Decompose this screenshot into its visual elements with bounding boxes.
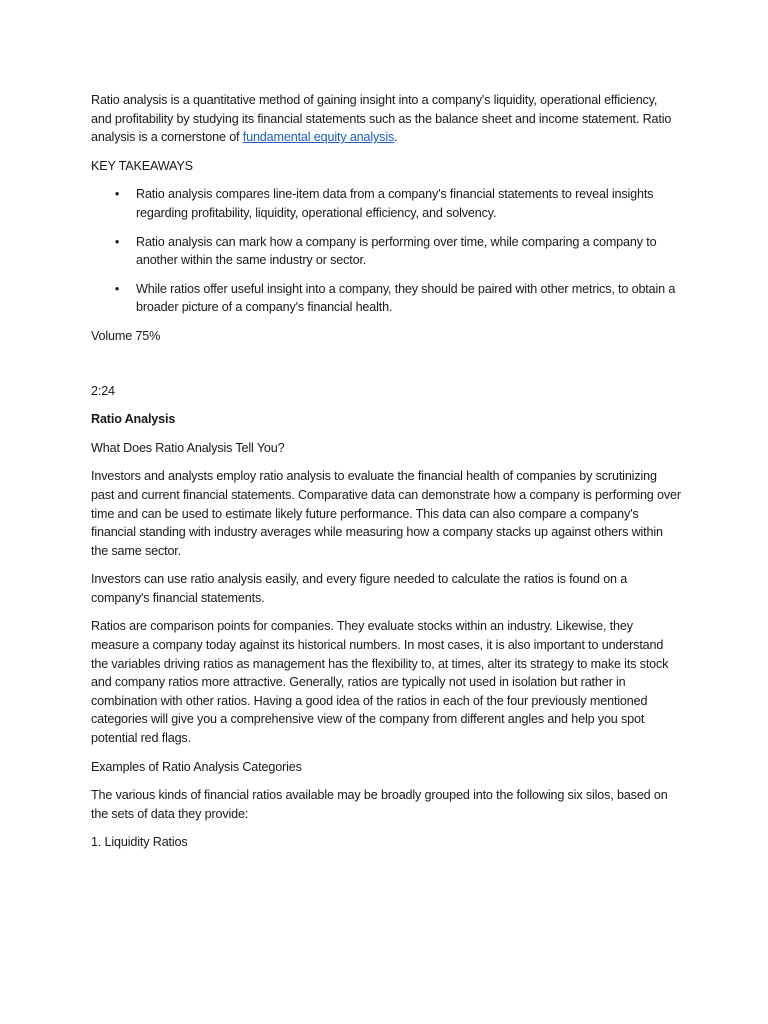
intro-paragraph [91,91,681,147]
examples-heading: Examples of Ratio Analysis Categories [91,759,302,774]
section-subtitle: What Does Ratio Analysis Tell You? [91,440,285,455]
takeaway-text: While ratios offer useful insight into a company, they should be paired with other metrics, to obtain a broader picture of a company's financial health. [136,281,676,315]
key-takeaways-list [91,185,681,317]
blank-line [91,356,681,382]
examples-intro: The various kinds of financial ratios available may be broadly grouped into the following six silos, based on the sets of data they provide: [91,788,668,821]
section-title: Ratio Analysis [91,412,176,427]
volume-label: Volume 75% [91,328,161,343]
takeaway-text: Ratio analysis compares line-item data from a company's financial statements to reveal insights regarding profitability, liquidity, operational efficiency, and solvency. [136,187,654,220]
liquidity-ratios-heading: 1. Liquidity Ratios [91,835,188,850]
bullet-icon: • [114,187,120,202]
intro-text: Ratio analysis is a quantitative method of gaining insight into a company's liquidity, operational efficiency, and profitability by studying its financial statements such as the balance sheet and income statement. Ratio analysis is a cornerstone of [91,93,672,145]
takeaway-text: Ratio analysis can mark how a company is performing over time, while comparing a company to another within the same industry or sector. [136,234,657,268]
fundamental-equity-analysis-link[interactable]: fundamental equity analysis [242,130,395,145]
document-page [91,91,681,862]
body-paragraph: Investors can use ratio analysis easily, and every figure needed to calculate the ratios is found on a company's financial statements. [91,572,628,605]
list-item [91,185,681,222]
key-takeaways-heading: KEY TAKEAWAYS [91,158,193,173]
bullet-icon: • [114,281,120,296]
intro-text-end: . [394,130,398,145]
body-paragraph: Investors and analysts employ ratio analysis to evaluate the financial health of companies by scrutinizing past and current financial statements. Comparative data can demonstrate how a company is performing over time and can be used to estimate likely future performance. This data can also compare a company's financial standing with industry averages while measuring how a company stacks up against others within the same sector. [91,469,681,558]
body-paragraph: Ratios are comparison points for companies. They evaluate stocks within an industry. Likewise, they measure a company today against its historical numbers. In most cases, it is also important to understand the variables driving ratios as management has the flexibility to, at times, alter its strategy to make its stock and company ratios more attractive. Generally, ratios are typically not used in isolation but rather in combination with other ratios. Having a good idea of the ratios in each of the four previously mentioned categories will give you a comprehensive view of the company from different angles and help you spot potential red flags. [91,619,669,746]
video-timestamp: 2:24 [91,383,115,398]
bullet-icon: • [114,234,120,249]
list-item [91,280,681,317]
list-item [91,233,681,270]
